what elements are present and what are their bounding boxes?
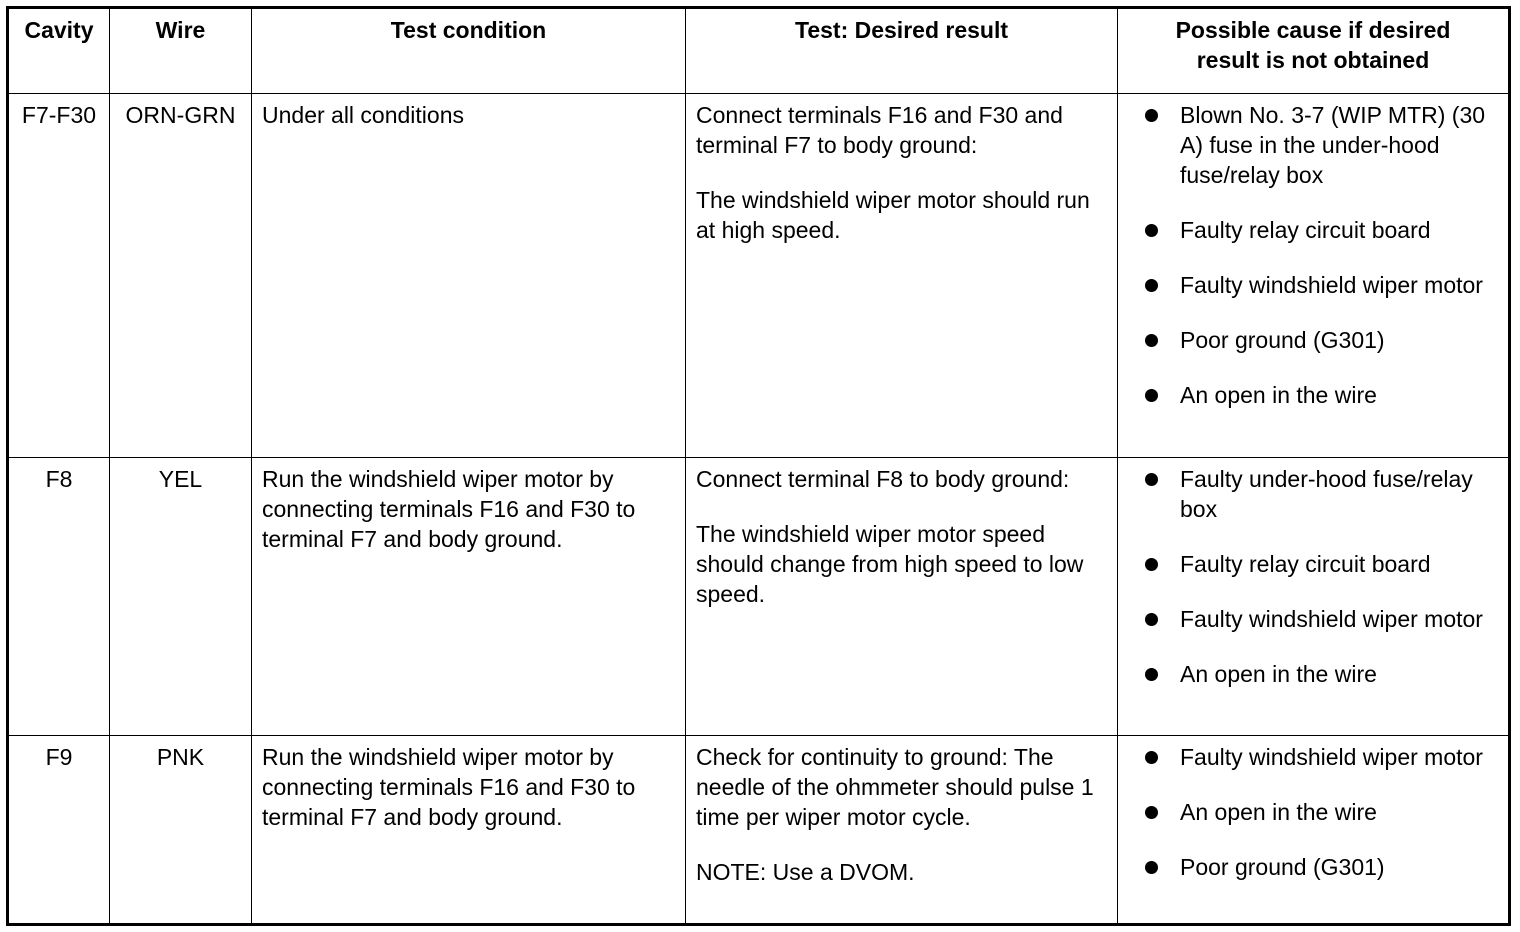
cause-text: Blown No. 3-7 (WIP MTR) (30 A) fuse in the under-hood fuse/relay box — [1180, 102, 1486, 188]
cause-item — [1128, 380, 1498, 410]
result-paragraph: NOTE: Use a DVOM. — [696, 859, 915, 885]
bullet-icon — [1145, 279, 1158, 292]
header-desired-result: Test: Desired result — [686, 8, 1118, 94]
cavity-cell: F8 — [8, 458, 110, 736]
cause-item — [1128, 215, 1498, 245]
cavity-cell: F7-F30 — [8, 94, 110, 458]
table-row — [8, 736, 1510, 925]
wire-cell: ORN-GRN — [110, 94, 252, 458]
bullet-icon — [1145, 224, 1158, 237]
bullet-icon — [1145, 861, 1158, 874]
header-row — [8, 8, 1510, 94]
diagnostic-table — [6, 6, 1511, 926]
causes-cell — [1118, 736, 1510, 925]
cause-item — [1128, 659, 1498, 689]
cause-text: An open in the wire — [1180, 661, 1377, 687]
bullet-icon — [1145, 806, 1158, 819]
header-cavity: Cavity — [8, 8, 110, 94]
condition-cell — [252, 94, 686, 458]
bullet-icon — [1145, 109, 1158, 122]
result-cell — [686, 736, 1118, 925]
condition-text: Under all conditions — [262, 102, 465, 128]
result-cell — [686, 458, 1118, 736]
cause-item — [1128, 742, 1498, 772]
bullet-icon — [1145, 613, 1158, 626]
bullet-icon — [1145, 473, 1158, 486]
cause-text: An open in the wire — [1180, 799, 1377, 825]
cause-text: Poor ground (G301) — [1180, 327, 1385, 353]
cause-text: An open in the wire — [1180, 382, 1377, 408]
result-cell — [686, 94, 1118, 458]
causes-cell — [1118, 458, 1510, 736]
bullet-icon — [1145, 389, 1158, 402]
cause-list — [1128, 464, 1498, 689]
cause-list — [1128, 100, 1498, 410]
bullet-icon — [1145, 558, 1158, 571]
condition-text: Run the windshield wiper motor by connecting terminals F16 and F30 to terminal F7 and body ground. — [262, 466, 636, 552]
cause-item — [1128, 797, 1498, 827]
cause-item — [1128, 604, 1498, 634]
result-paragraph: Connect terminal F8 to body ground: — [696, 466, 1070, 492]
wire-cell: YEL — [110, 458, 252, 736]
cause-text: Faulty under-hood fuse/relay box — [1180, 466, 1473, 522]
cause-text: Faulty relay circuit board — [1180, 551, 1431, 577]
wire-cell: PNK — [110, 736, 252, 925]
bullet-icon — [1145, 668, 1158, 681]
cause-text: Faulty windshield wiper motor — [1180, 272, 1483, 298]
condition-cell — [252, 736, 686, 925]
condition-text: Run the windshield wiper motor by connecting terminals F16 and F30 to terminal F7 and body ground. — [262, 744, 636, 830]
cause-item — [1128, 270, 1498, 300]
condition-cell — [252, 458, 686, 736]
cavity-cell: F9 — [8, 736, 110, 925]
cause-item — [1128, 325, 1498, 355]
cause-item — [1128, 100, 1498, 190]
cause-text: Faulty windshield wiper motor — [1180, 744, 1483, 770]
cause-item — [1128, 852, 1498, 882]
header-wire: Wire — [110, 8, 252, 94]
cause-text: Faulty windshield wiper motor — [1180, 606, 1483, 632]
result-paragraph: The windshield wiper motor speed should change from high speed to low speed. — [696, 521, 1084, 607]
causes-cell — [1118, 94, 1510, 458]
header-test-condition: Test condition — [252, 8, 686, 94]
table-row — [8, 94, 1510, 458]
result-paragraph: Check for continuity to ground: The needle of the ohmmeter should pulse 1 time per wiper motor cycle. — [696, 744, 1094, 830]
result-paragraph: The windshield wiper motor should run at high speed. — [696, 187, 1090, 243]
bullet-icon — [1145, 334, 1158, 347]
cause-text: Poor ground (G301) — [1180, 854, 1385, 880]
cause-item — [1128, 549, 1498, 579]
result-paragraph: Connect terminals F16 and F30 and terminal F7 to body ground: — [696, 102, 1063, 158]
bullet-icon — [1145, 751, 1158, 764]
header-possible-cause: Possible cause if desired result is not obtained — [1118, 8, 1510, 94]
cause-text: Faulty relay circuit board — [1180, 217, 1431, 243]
cause-list — [1128, 742, 1498, 882]
cause-item — [1128, 464, 1498, 524]
table-row — [8, 458, 1510, 736]
